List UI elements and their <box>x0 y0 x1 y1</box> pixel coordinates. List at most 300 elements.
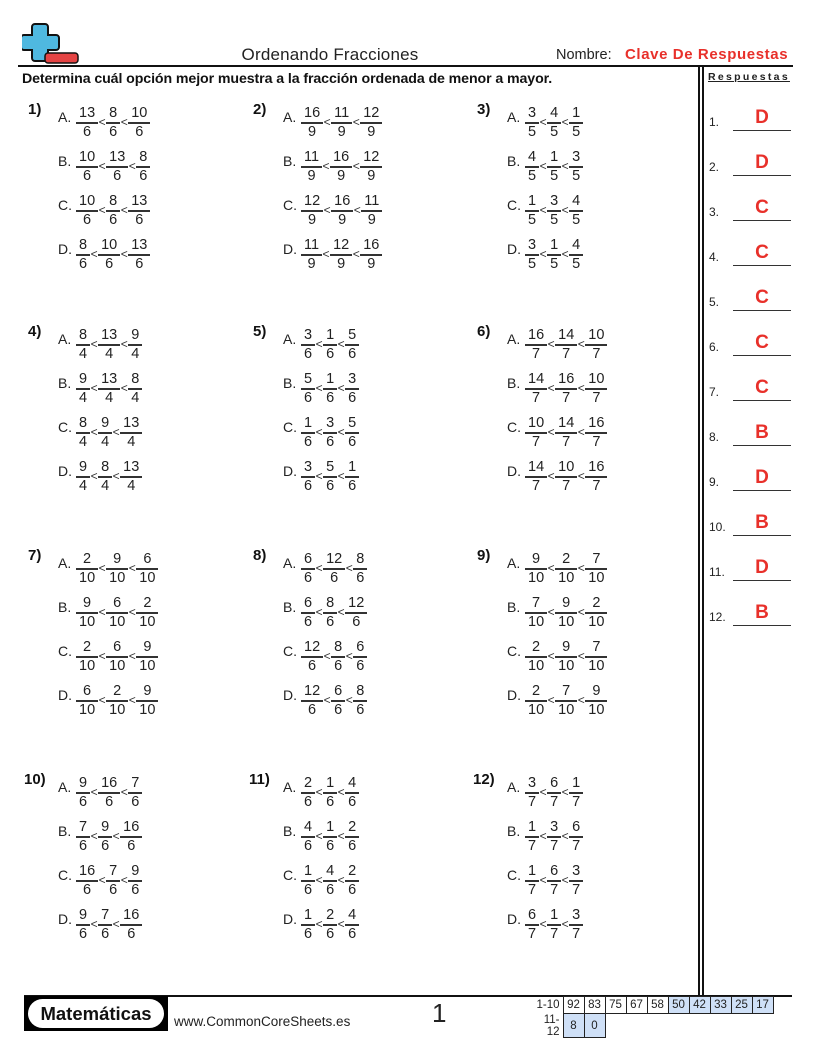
option-letter: B. <box>283 375 297 391</box>
answer-value: B <box>755 602 769 623</box>
denominator: 6 <box>139 167 148 184</box>
answer-option[interactable] <box>283 415 359 455</box>
answer-option[interactable] <box>507 819 583 859</box>
less-than-symbol: < <box>315 605 323 619</box>
less-than-symbol: < <box>120 785 128 799</box>
numerator: 16 <box>101 775 118 791</box>
question-5 <box>253 323 463 523</box>
fraction-sequence <box>525 819 583 855</box>
fraction-sequence <box>301 193 382 229</box>
numerator: 14 <box>558 327 575 343</box>
answer-option[interactable] <box>283 819 359 859</box>
answer-option[interactable] <box>58 149 150 189</box>
answer-option[interactable] <box>507 551 607 591</box>
option-letter: B. <box>283 823 297 839</box>
fraction <box>98 907 112 943</box>
fraction <box>555 327 577 363</box>
less-than-symbol: < <box>561 115 569 129</box>
question-number: 12) <box>473 771 495 788</box>
fraction <box>353 551 367 587</box>
answer-option[interactable] <box>507 193 583 233</box>
denominator: 10 <box>558 569 575 586</box>
answer-number: 12. <box>709 610 726 624</box>
option-letter: C. <box>507 643 521 659</box>
fraction <box>301 595 315 631</box>
fraction <box>301 237 322 273</box>
numerator: 4 <box>326 863 335 879</box>
option-letter: A. <box>58 331 72 347</box>
answer-column-divider <box>698 66 700 996</box>
numerator: 16 <box>79 863 96 879</box>
answer-option[interactable] <box>283 863 359 903</box>
denominator: 5 <box>572 123 581 140</box>
numerator: 13 <box>101 327 118 343</box>
answer-option[interactable] <box>58 775 142 815</box>
denominator: 6 <box>352 613 361 630</box>
denominator: 6 <box>304 433 313 450</box>
option-letter: D. <box>507 463 521 479</box>
less-than-symbol: < <box>539 873 547 887</box>
fraction <box>76 551 98 587</box>
denominator: 6 <box>109 211 118 228</box>
fraction-sequence <box>76 105 150 141</box>
numerator: 1 <box>348 459 357 475</box>
answer-row <box>709 420 793 446</box>
denominator: 7 <box>572 837 581 854</box>
question-number: 9) <box>477 547 491 564</box>
numerator: 9 <box>79 775 88 791</box>
denominator: 10 <box>79 657 96 674</box>
answer-blank-line <box>733 310 791 312</box>
numerator: 8 <box>79 415 88 431</box>
answer-option[interactable] <box>507 907 583 947</box>
numerator: 10 <box>79 149 96 165</box>
denominator: 6 <box>83 123 92 140</box>
option-letter: C. <box>283 197 297 213</box>
answer-option[interactable] <box>58 371 142 411</box>
answer-option[interactable] <box>283 639 367 679</box>
fraction <box>361 193 382 229</box>
fraction <box>76 639 98 675</box>
less-than-symbol: < <box>98 605 106 619</box>
less-than-symbol: < <box>315 917 323 931</box>
denominator: 7 <box>592 433 601 450</box>
denominator: 7 <box>562 433 571 450</box>
answer-option[interactable] <box>507 595 607 635</box>
denominator: 9 <box>337 255 346 272</box>
fraction <box>98 459 112 495</box>
option-letter: C. <box>283 419 297 435</box>
score-cell: 67 <box>626 997 647 1014</box>
numerator: 1 <box>528 819 537 835</box>
numerator: 1 <box>528 193 537 209</box>
fraction <box>547 149 561 185</box>
numerator: 3 <box>572 907 581 923</box>
less-than-symbol: < <box>120 381 128 395</box>
numerator: 1 <box>572 775 581 791</box>
less-than-symbol: < <box>577 337 585 351</box>
less-than-symbol: < <box>322 159 330 173</box>
answer-option[interactable] <box>507 683 607 723</box>
denominator: 5 <box>528 211 537 228</box>
less-than-symbol: < <box>577 693 585 707</box>
fraction <box>345 415 359 451</box>
answer-option[interactable] <box>58 595 158 635</box>
less-than-symbol: < <box>561 829 569 843</box>
fraction <box>106 595 128 631</box>
numerator: 16 <box>123 819 140 835</box>
denominator: 5 <box>572 167 581 184</box>
option-letter: B. <box>58 599 72 615</box>
numerator: 8 <box>139 149 148 165</box>
fraction <box>525 595 547 631</box>
numerator: 16 <box>588 459 605 475</box>
numerator: 8 <box>79 237 88 253</box>
less-than-symbol: < <box>315 785 323 799</box>
answer-option[interactable] <box>283 105 382 145</box>
denominator: 10 <box>528 569 545 586</box>
option-letter: C. <box>58 867 72 883</box>
option-letter: D. <box>283 687 297 703</box>
less-than-symbol: < <box>315 337 323 351</box>
option-letter: D. <box>507 241 521 257</box>
numerator: 11 <box>364 193 380 209</box>
fraction <box>331 639 345 675</box>
fraction <box>106 863 120 899</box>
fraction <box>330 149 352 185</box>
numerator: 9 <box>79 907 88 923</box>
answer-option[interactable] <box>507 237 583 277</box>
less-than-symbol: < <box>315 561 323 575</box>
denominator: 6 <box>356 657 365 674</box>
less-than-symbol: < <box>98 649 106 663</box>
less-than-symbol: < <box>90 829 98 843</box>
name-value: Clave De Respuestas <box>625 46 789 63</box>
fraction-sequence <box>525 327 607 363</box>
fraction-sequence <box>301 149 382 185</box>
less-than-symbol: < <box>547 469 555 483</box>
answer-option[interactable] <box>283 907 359 947</box>
numerator: 6 <box>356 639 365 655</box>
question-number: 7) <box>28 547 42 564</box>
numerator: 4 <box>304 819 313 835</box>
numerator: 1 <box>326 371 335 387</box>
numerator: 3 <box>528 105 537 121</box>
denominator: 9 <box>308 211 317 228</box>
brand-label: Matemáticas <box>28 999 164 1028</box>
less-than-symbol: < <box>577 605 585 619</box>
numerator: 2 <box>83 551 92 567</box>
less-than-symbol: < <box>98 115 106 129</box>
denominator: 4 <box>101 433 110 450</box>
numerator: 6 <box>143 551 152 567</box>
less-than-symbol: < <box>98 693 106 707</box>
denominator: 4 <box>79 433 88 450</box>
numerator: 13 <box>123 415 140 431</box>
fraction <box>301 415 315 451</box>
fraction <box>547 105 561 141</box>
score-cell: 42 <box>689 997 710 1014</box>
numerator: 11 <box>304 237 320 253</box>
answer-row <box>709 510 793 536</box>
numerator: 12 <box>333 237 350 253</box>
fraction-sequence <box>525 863 583 899</box>
denominator: 7 <box>550 793 559 810</box>
answer-option[interactable] <box>58 907 142 947</box>
answer-option[interactable] <box>283 371 359 411</box>
less-than-symbol: < <box>577 469 585 483</box>
answer-option[interactable] <box>58 863 142 903</box>
numerator: 12 <box>326 551 343 567</box>
denominator: 6 <box>79 793 88 810</box>
fraction <box>555 551 577 587</box>
fraction <box>569 149 583 185</box>
fraction <box>120 459 142 495</box>
answer-row <box>709 465 793 491</box>
denominator: 7 <box>572 925 581 942</box>
numerator: 9 <box>83 595 92 611</box>
answer-option[interactable] <box>507 863 583 903</box>
fraction <box>353 683 367 719</box>
numerator: 2 <box>326 907 335 923</box>
denominator: 6 <box>304 613 313 630</box>
fraction <box>323 459 337 495</box>
answer-option[interactable] <box>283 683 367 723</box>
fraction-sequence <box>301 863 359 899</box>
answer-option[interactable] <box>507 775 583 815</box>
denominator: 7 <box>528 881 537 898</box>
less-than-symbol: < <box>352 115 360 129</box>
fraction-sequence <box>76 819 142 855</box>
denominator: 7 <box>532 433 541 450</box>
score-cell: 83 <box>584 997 605 1014</box>
answer-option[interactable] <box>283 193 382 233</box>
answer-row <box>709 600 793 626</box>
numerator: 8 <box>109 193 118 209</box>
denominator: 9 <box>308 123 317 140</box>
answer-option[interactable] <box>507 639 607 679</box>
fraction <box>525 907 539 943</box>
fraction <box>76 149 98 185</box>
numerator: 1 <box>550 237 559 253</box>
fraction <box>525 551 547 587</box>
numerator: 5 <box>326 459 335 475</box>
answer-option[interactable] <box>58 237 150 277</box>
numerator: 16 <box>588 415 605 431</box>
fraction <box>323 327 337 363</box>
numerator: 1 <box>550 907 559 923</box>
answer-option[interactable] <box>283 551 367 591</box>
numerator: 13 <box>109 149 126 165</box>
answer-option[interactable] <box>58 193 150 233</box>
denominator: 10 <box>139 569 156 586</box>
denominator: 6 <box>330 569 339 586</box>
fraction-sequence <box>76 775 142 811</box>
fraction <box>585 459 607 495</box>
fraction <box>76 595 98 631</box>
answer-option[interactable] <box>283 149 382 189</box>
denominator: 7 <box>562 477 571 494</box>
option-letter: B. <box>507 823 521 839</box>
answer-option[interactable] <box>507 371 607 411</box>
less-than-symbol: < <box>539 203 547 217</box>
answer-option[interactable] <box>507 415 607 455</box>
numerator: 2 <box>532 683 541 699</box>
answer-value: D <box>755 557 769 578</box>
option-letter: D. <box>58 241 72 257</box>
answer-option[interactable] <box>283 775 359 815</box>
fraction-sequence <box>525 551 607 587</box>
answer-option[interactable] <box>58 415 142 455</box>
answer-option[interactable] <box>58 683 158 723</box>
less-than-symbol: < <box>352 159 360 173</box>
less-than-symbol: < <box>561 159 569 173</box>
option-letter: B. <box>58 823 72 839</box>
numerator: 9 <box>101 819 110 835</box>
answer-option[interactable] <box>58 459 142 499</box>
score-cell: 33 <box>710 997 731 1014</box>
numerator: 6 <box>550 863 559 879</box>
numerator: 1 <box>304 907 313 923</box>
numerator: 16 <box>528 327 545 343</box>
less-than-symbol: < <box>120 337 128 351</box>
denominator: 10 <box>588 701 605 718</box>
denominator: 4 <box>79 477 88 494</box>
option-letter: C. <box>58 643 72 659</box>
numerator: 9 <box>562 639 571 655</box>
answer-value: C <box>755 377 769 398</box>
less-than-symbol: < <box>315 425 323 439</box>
less-than-symbol: < <box>547 381 555 395</box>
numerator: 16 <box>123 907 140 923</box>
question-number: 6) <box>477 323 491 340</box>
answer-option[interactable] <box>507 459 607 499</box>
option-letter: D. <box>507 687 521 703</box>
answer-option[interactable] <box>58 105 150 145</box>
answer-row <box>709 555 793 581</box>
option-letter: D. <box>283 463 297 479</box>
numerator: 16 <box>333 149 350 165</box>
denominator: 6 <box>304 345 313 362</box>
numerator: 7 <box>532 595 541 611</box>
score-cell: 50 <box>668 997 689 1014</box>
numerator: 3 <box>348 371 357 387</box>
answer-option[interactable] <box>283 237 382 277</box>
numerator: 1 <box>528 863 537 879</box>
fraction <box>301 683 323 719</box>
fraction <box>76 863 98 899</box>
answer-option[interactable] <box>283 327 359 367</box>
less-than-symbol: < <box>337 829 345 843</box>
numerator: 6 <box>550 775 559 791</box>
option-letter: A. <box>283 109 297 125</box>
question-number: 11) <box>249 771 270 788</box>
numerator: 2 <box>304 775 313 791</box>
denominator: 6 <box>348 925 357 942</box>
denominator: 4 <box>101 477 110 494</box>
less-than-symbol: < <box>90 247 98 261</box>
denominator: 10 <box>109 613 126 630</box>
answer-option[interactable] <box>283 459 359 499</box>
answer-blank-line <box>733 175 791 177</box>
numerator: 8 <box>101 459 110 475</box>
answer-option[interactable] <box>58 327 142 367</box>
denominator: 6 <box>308 701 317 718</box>
question-8 <box>253 547 463 747</box>
numerator: 8 <box>334 639 343 655</box>
numerator: 2 <box>562 551 571 567</box>
denominator: 6 <box>135 211 144 228</box>
fraction <box>301 819 315 855</box>
denominator: 6 <box>326 793 335 810</box>
less-than-symbol: < <box>577 381 585 395</box>
less-than-symbol: < <box>315 873 323 887</box>
fraction <box>585 595 607 631</box>
fraction <box>547 907 561 943</box>
fraction <box>136 551 158 587</box>
answer-option[interactable] <box>507 149 583 189</box>
denominator: 9 <box>367 255 376 272</box>
fraction <box>525 105 539 141</box>
answer-option[interactable] <box>507 327 607 367</box>
question-number: 1) <box>28 101 42 118</box>
numerator: 9 <box>131 863 140 879</box>
less-than-symbol: < <box>337 873 345 887</box>
numerator: 7 <box>109 863 118 879</box>
less-than-symbol: < <box>547 649 555 663</box>
answer-option[interactable] <box>58 639 158 679</box>
answer-blank-line <box>733 130 791 132</box>
option-letter: A. <box>507 779 521 795</box>
answer-value: D <box>755 107 769 128</box>
answer-blank-line <box>733 580 791 582</box>
less-than-symbol: < <box>120 203 128 217</box>
option-letter: A. <box>283 555 297 571</box>
numerator: 2 <box>143 595 152 611</box>
fraction-sequence <box>525 415 607 451</box>
denominator: 6 <box>304 477 313 494</box>
option-letter: C. <box>58 197 72 213</box>
question-2 <box>253 101 463 301</box>
less-than-symbol: < <box>539 917 547 931</box>
answer-blank-line <box>733 400 791 402</box>
answer-option[interactable] <box>283 595 367 635</box>
fraction <box>136 639 158 675</box>
denominator: 6 <box>348 433 357 450</box>
fraction <box>98 237 120 273</box>
denominator: 9 <box>367 211 376 228</box>
denominator: 7 <box>592 477 601 494</box>
less-than-symbol: < <box>577 561 585 575</box>
fraction <box>106 193 120 229</box>
answer-number: 9. <box>709 475 720 489</box>
fraction <box>323 907 337 943</box>
denominator: 10 <box>79 701 96 718</box>
denominator: 6 <box>304 837 313 854</box>
fraction-sequence <box>76 639 158 675</box>
answer-option[interactable] <box>58 819 142 859</box>
denominator: 6 <box>348 477 357 494</box>
fraction <box>301 193 323 229</box>
fraction <box>98 415 112 451</box>
answer-option[interactable] <box>58 551 158 591</box>
denominator: 6 <box>348 345 357 362</box>
numerator: 9 <box>143 639 152 655</box>
less-than-symbol: < <box>90 425 98 439</box>
fraction-sequence <box>525 775 583 811</box>
numerator: 14 <box>528 459 545 475</box>
answer-option[interactable] <box>507 105 583 145</box>
